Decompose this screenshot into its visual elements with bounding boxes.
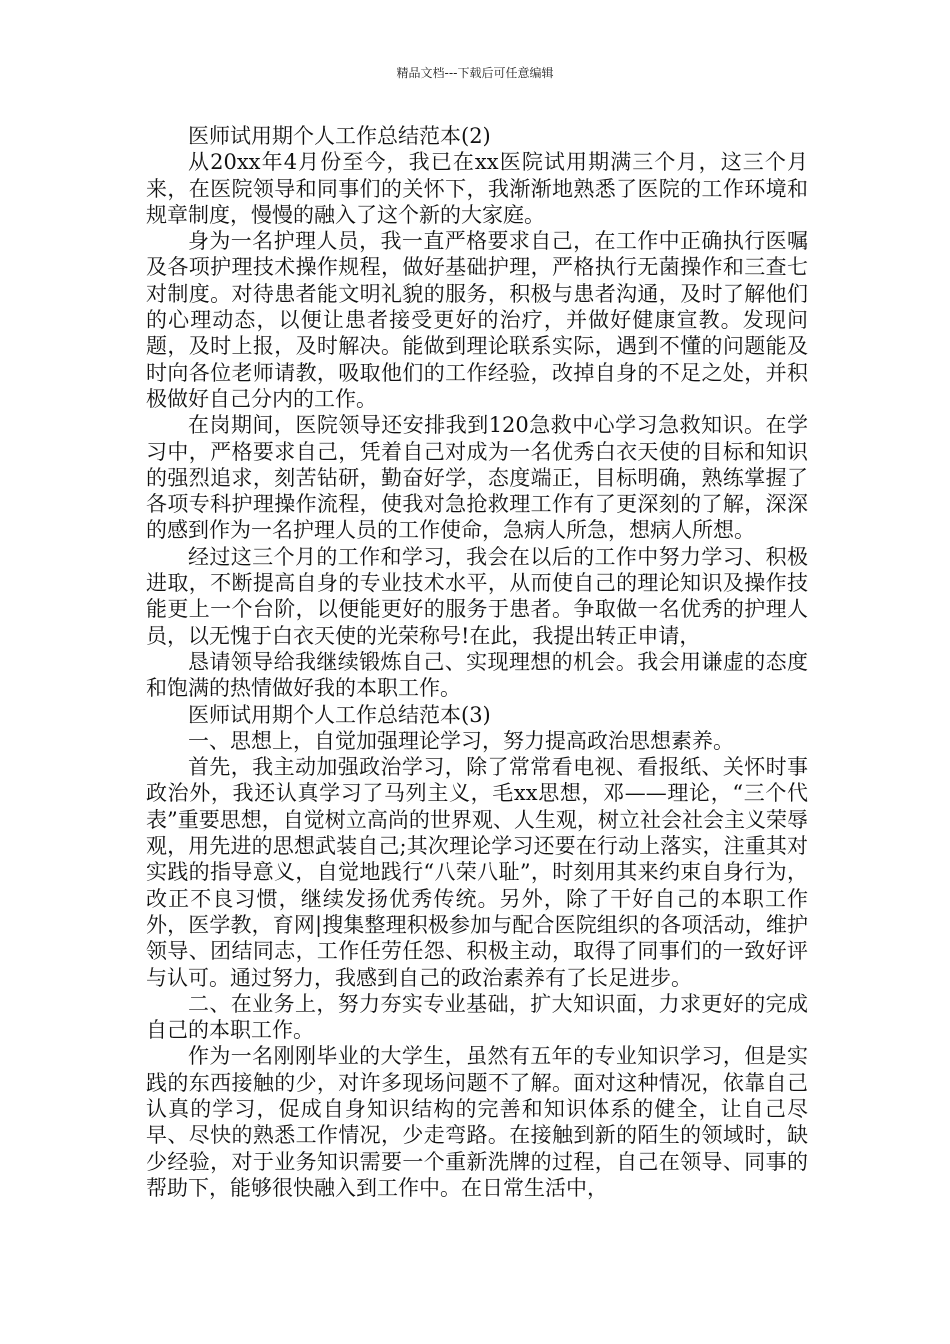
section-title-2: 医师试用期个人工作总结范本(2) bbox=[188, 124, 491, 148]
paragraph: 经过这三个月的工作和学习，我会在以后的工作中努力学习、积极进取，不断提高自身的专业技术水平，从而使自己的理论知识及操作技能更上一个台阶，以便能更好的服务于患者。争取做一名优秀的护理人员，以无愧于白衣天使的光荣称号!在此，我提出转正申请， bbox=[146, 544, 808, 648]
paragraph: 一、思想上，自觉加强理论学习，努力提高政治思想素养。 bbox=[188, 728, 734, 753]
paragraph: 从20xx年4月份至今，我已在xx医院试用期满三个月，这三个月来，在医院领导和同事们的关怀下，我渐渐地熟悉了医院的工作环境和规章制度，慢慢的融入了这个新的大家庭。 bbox=[146, 150, 808, 227]
paragraph: 恳请领导给我继续锻炼自己、实现理想的机会。我会用谦虚的态度和饱满的热情做好我的本职工作。 bbox=[146, 649, 808, 701]
paragraph: 身为一名护理人员，我一直严格要求自己，在工作中正确执行医嘱及各项护理技术操作规程，做好基础护理，严格执行无菌操作和三查七对制度。对待患者能文明礼貌的服务，积极与患者沟通，及时了解他们的心理动态，以便让患者接受更好的治疗，并做好健康宣教。发现问题，及时上报，及时解决。能做到理论联系实际，遇到不懂的问题能及时向各位老师请教，吸取他们的工作经验，改掉自身的不足之处，并积极做好自己分内的工作。 bbox=[146, 229, 808, 411]
paragraph: 二、在业务上，努力夯实专业基础，扩大知识面，力求更好的完成自己的本职工作。 bbox=[146, 991, 808, 1043]
page-header: 精品文档---下载后可任意编辑 bbox=[396, 66, 554, 80]
section-title-3: 医师试用期个人工作总结范本(3) bbox=[188, 702, 491, 727]
paragraph: 作为一名刚刚毕业的大学生，虽然有五年的专业知识学习，但是实践的东西接触的少，对许多现场问题不了解。面对这种情况，依靠自己认真的学习，促成自身知识结构的完善和知识体系的健全，让自己尽早、尽快的熟悉工作情况，少走弯路。在接触到新的陌生的领域时，缺少经验，对于业务知识需要一个重新洗牌的过程，自己在领导、同事的帮助下，能够很快融入到工作中。在日常生活中， bbox=[146, 1044, 808, 1200]
document-body bbox=[146, 123, 808, 1201]
paragraph: 在岗期间，医院领导还安排我到120急救中心学习急救知识。在学习中，严格要求自己，凭着自己对成为一名优秀白衣天使的目标和知识的强烈追求，刻苦钻研，勤奋好学，态度端正，目标明确，熟练掌握了各项专科护理操作流程，使我对急抢救理工作有了更深刻的了解，深深的感到作为一名护理人员的工作使命，急病人所急，想病人所想。 bbox=[146, 413, 808, 543]
paragraph: 首先，我主动加强政治学习，除了常常看电视、看报纸、关怀时事政治外，我还认真学习了马列主义，毛xx思想，邓——理论，“三个代表”重要思想，自觉树立高尚的世界观、人生观，树立社会社会主义荣辱观，用先进的思想武装自己;其次理论学习还要在行动上落实，注重其对实践的指导意义，自觉地践行“八荣八耻”，时刻用其来约束自身行为，改正不良习惯，继续发扬优秀传统。另外，除了干好自己的本职工作外，医学教，育网|搜集整理积极参加与配合医院组织的各项活动，维护领导、团结同志，工作任劳任怨、积极主动，取得了同事们的一致好评与认可。通过努力，我感到自己的政治素养有了长足进步。 bbox=[146, 755, 808, 990]
